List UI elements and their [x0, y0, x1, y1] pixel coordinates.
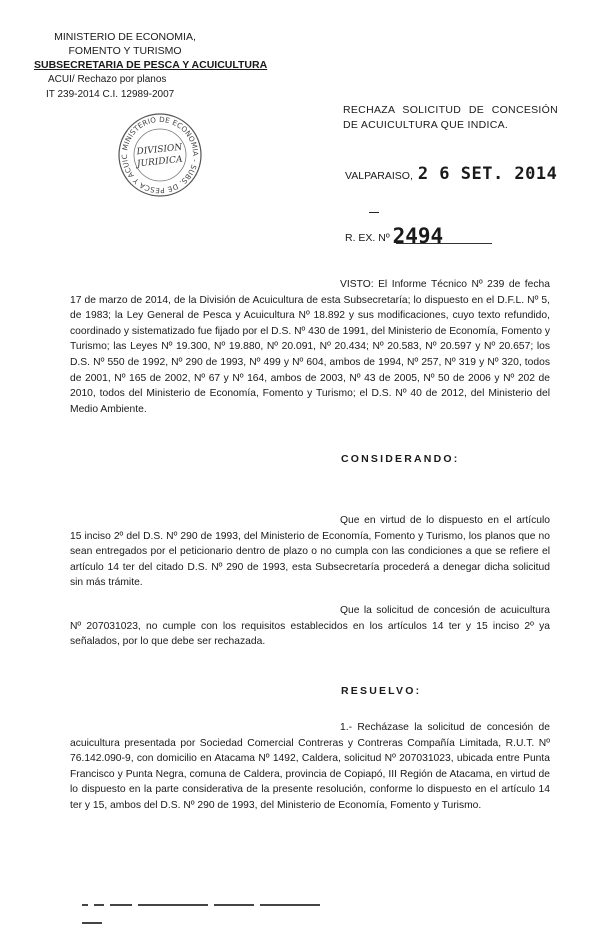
reference-line-2: IT 239-2014 C.I. 12989-2007	[46, 89, 175, 100]
stamp-center-line1: DIVISION	[136, 142, 183, 158]
reference-line-1: ACUI/ Rechazo por planos	[48, 74, 167, 85]
resolution-number-line	[345, 222, 492, 246]
ministry-name-line1: MINISTERIO DE ECONOMIA,	[54, 31, 196, 43]
stamp-ring-text: MINISTERIO DE ECONOMIA - SUBS. DE PESCA Y ACUIC	[119, 114, 201, 196]
considerando-paragraph-1: Que en virtud de lo dispuesto en el artículo 15 inciso 2º del D.S. Nº 290 de 1993, del Ministerio de Economía, Fomento y Turismo, los planos que no sean entregados por el peticionario dentro de plazo o no cumpla con las condiciones a que se refiere el artículo 14 ter del citado D.S. Nº 290 de 1993, esta Subsecretaría procederá a denegar dicha solicitud sin más trámite.	[70, 515, 550, 589]
date-line	[345, 164, 557, 184]
considerando-heading: CONSIDERANDO:	[341, 453, 460, 465]
resuelvo-heading: RESUELVO:	[341, 685, 422, 697]
footer-scan-marks	[82, 904, 350, 906]
resuelvo-paragraph-1: 1.- Recházase la solicitud de concesión de acuicultura presentada por Sociedad Comercial Contreras y Contreras Compañía Limitada, R.U.T. Nº 76.142.090-9, con domicilio en Atacama Nº 1492, Caldera, solicitud Nº 207031023, ubicada entre Punta Francisco y Punta Negra, comuna de Caldera, provincia de Copiapó, III Región de Atacama, en virtud de lo dispuesto en la parte considerativa de la presente resolución, conforme lo dispuesto en el artículo 14 ter y 15, ambos del D.S. Nº 290 de 1993, del Ministerio de Economía, Fomento y Turismo.	[70, 722, 550, 811]
resolution-label: R. EX. Nº	[345, 232, 390, 244]
ministry-name-line2: FOMENTO Y TURISMO	[68, 45, 182, 57]
document-subject: RECHAZA SOLICITUD DE CONCESIÓN DE ACUICULTURA QUE INDICA.	[343, 104, 558, 131]
number-dash-mark	[369, 212, 379, 213]
resolution-underline	[396, 243, 492, 244]
considerando-paragraph-2: Que la solicitud de concesión de acuicultura Nº 207031023, no cumple con los requisitos establecidos en los artículos 14 ter y 15 inciso 2º ya señalados, por lo que debe ser rechazada.	[70, 605, 550, 648]
subsecretaria-name: SUBSECRETARIA DE PESCA Y ACUICULTURA	[34, 59, 268, 71]
ministry-header	[50, 30, 200, 58]
stamp-center-line2: JURIDICA	[136, 154, 183, 170]
visto-paragraph: VISTO: El Informe Técnico Nº 239 de fecha 17 de marzo de 2014, de la División de Acuicultura de esta Subsecretaría; lo dispuesto en el D.F.L. Nº 5, de 1983; la Ley General de Pesca y Acuicultura Nº 18.892 y sus modificaciones, cuyo texto refundido, coordinado y sistematizado fue fijado por el D.S. Nº 430 de 1991, del Ministerio de Economía, Fomento y Turismo; las Leyes Nº 19.300, Nº 19.880, Nº 20.091, Nº 20.434; Nº 20.583, Nº 20.597 y Nº 20.657; los D.S. Nº 550 de 1992, Nº 290 de 1993, Nº 499 y Nº 604, ambos de 1994, Nº 257, Nº 319 y Nº 320, todos de 2001, Nº 165 de 2002, Nº 67 y Nº 164, ambos de 2003, Nº 43 de 2005, Nº 50 de 2006 y Nº 202 de 2010, todos del Ministerio de Economía, Fomento y Turismo; el D.S. Nº 40 de 2012, del Ministerio del Medio Ambiente.	[70, 279, 550, 415]
date-city: VALPARAISO,	[345, 170, 413, 182]
date-stamped-value: 2 6 SET. 2014	[417, 164, 558, 184]
resolution-number: 2494	[392, 224, 444, 248]
division-juridica-stamp	[117, 112, 203, 198]
